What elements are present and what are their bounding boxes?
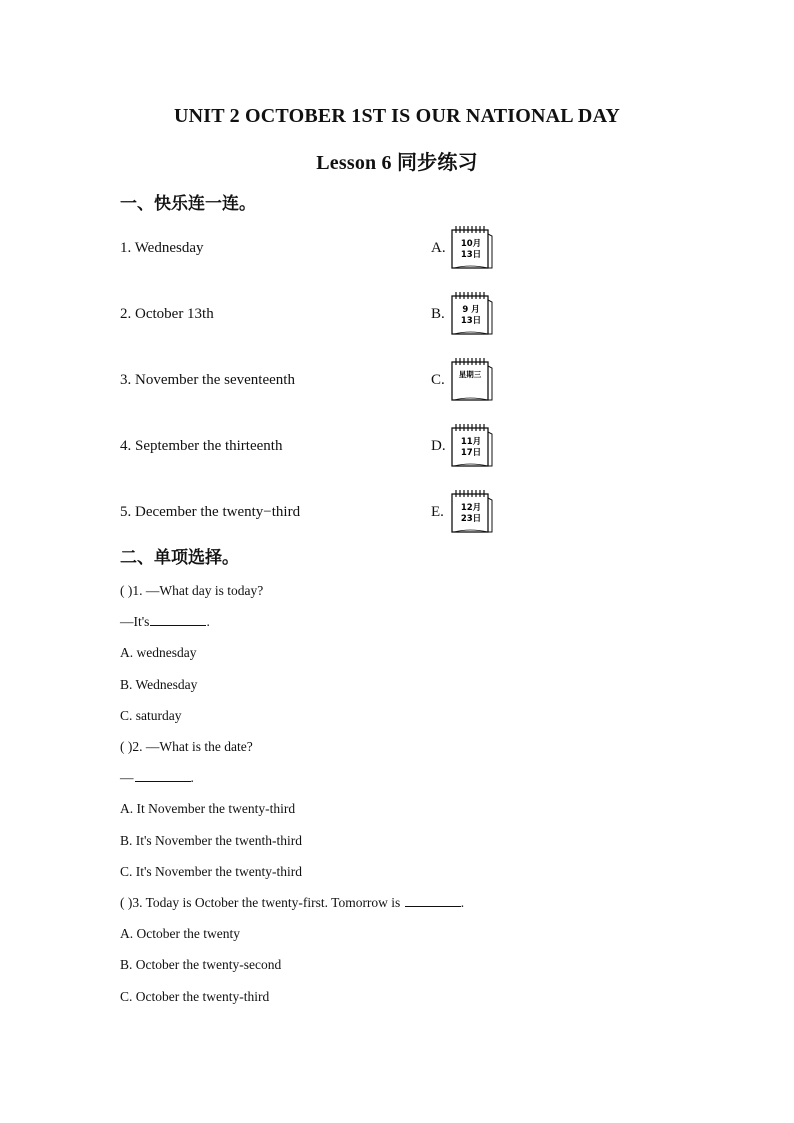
answer-suffix: . [190, 770, 194, 785]
match-item-left: 3. November the seventeenth [120, 372, 295, 388]
calendar-line1: 10月 [460, 239, 482, 249]
calendar-icon [450, 224, 494, 270]
question-1-option-a: A. wednesday [120, 645, 197, 660]
match-item-letter: C. [431, 372, 445, 388]
calendar-line1: 12月 [460, 503, 482, 513]
calendar-icon [450, 290, 494, 336]
section-1-heading: 一、快乐连一连。 [120, 194, 256, 214]
section-2-heading: 二、单项选择。 [120, 548, 239, 568]
match-item-letter: D. [431, 438, 446, 454]
answer-suffix: . [206, 614, 210, 629]
calendar-line2: 17日 [460, 448, 482, 458]
match-row-4 [120, 422, 520, 472]
match-item-left: 5. December the twenty−third [120, 504, 301, 520]
match-item-letter: E. [431, 504, 444, 520]
calendar-line2: 13日 [460, 316, 482, 326]
question-2-option-b: B. It's November the twenth-third [120, 833, 303, 848]
question-3-option-b: B. October the twenty-second [120, 957, 282, 972]
match-row-5 [120, 488, 520, 538]
match-row-1 [120, 224, 520, 274]
match-item-left: 2. October 13th [120, 306, 214, 322]
question-3-stem: ( )3. Today is October the twenty-first. Tomorrow is [120, 895, 401, 910]
question-2-option-a: A. It November the twenty-third [120, 801, 296, 816]
question-2-answer-line [120, 770, 194, 786]
match-item-left: 1. Wednesday [120, 240, 204, 256]
calendar-icon [450, 488, 494, 534]
question-2-option-c: C. It's November the twenty-third [120, 864, 303, 879]
match-row-2 [120, 290, 520, 340]
calendar-icon [450, 422, 494, 468]
lesson-title: Lesson 6 同步练习 [316, 152, 478, 174]
calendar-line2: 13日 [460, 250, 482, 260]
question-3-option-c: C. October the twenty-third [120, 989, 270, 1004]
match-item-letter: B. [431, 306, 445, 322]
unit-title: UNIT 2 OCTOBER 1ST IS OUR NATIONAL DAY [173, 105, 621, 127]
calendar-line1: 星期三 [458, 370, 482, 379]
answer-prefix: —It's [120, 614, 150, 629]
calendar-icon [450, 356, 494, 402]
match-item-letter: A. [431, 240, 446, 256]
question-3-stem-line [120, 895, 464, 911]
answer-blank[interactable] [150, 624, 206, 626]
answer-blank[interactable] [135, 780, 191, 782]
match-row-3 [120, 356, 520, 406]
question-1-option-c: C. saturday [120, 708, 182, 723]
question-1-option-b: B. Wednesday [120, 677, 198, 692]
answer-suffix: . [460, 895, 465, 910]
calendar-line1: 9 月 [462, 305, 480, 315]
answer-prefix: — [120, 770, 134, 785]
calendar-line2: 23日 [460, 514, 482, 524]
match-item-left: 4. September the thirteenth [120, 438, 283, 454]
question-1-stem: ( )1. —What day is today? [120, 583, 264, 598]
question-3-option-a: A. October the twenty [120, 926, 240, 941]
question-2-stem: ( )2. —What is the date? [120, 739, 253, 754]
question-1-answer-line [120, 614, 210, 630]
calendar-line1: 11月 [460, 437, 482, 447]
answer-blank[interactable] [405, 905, 461, 907]
